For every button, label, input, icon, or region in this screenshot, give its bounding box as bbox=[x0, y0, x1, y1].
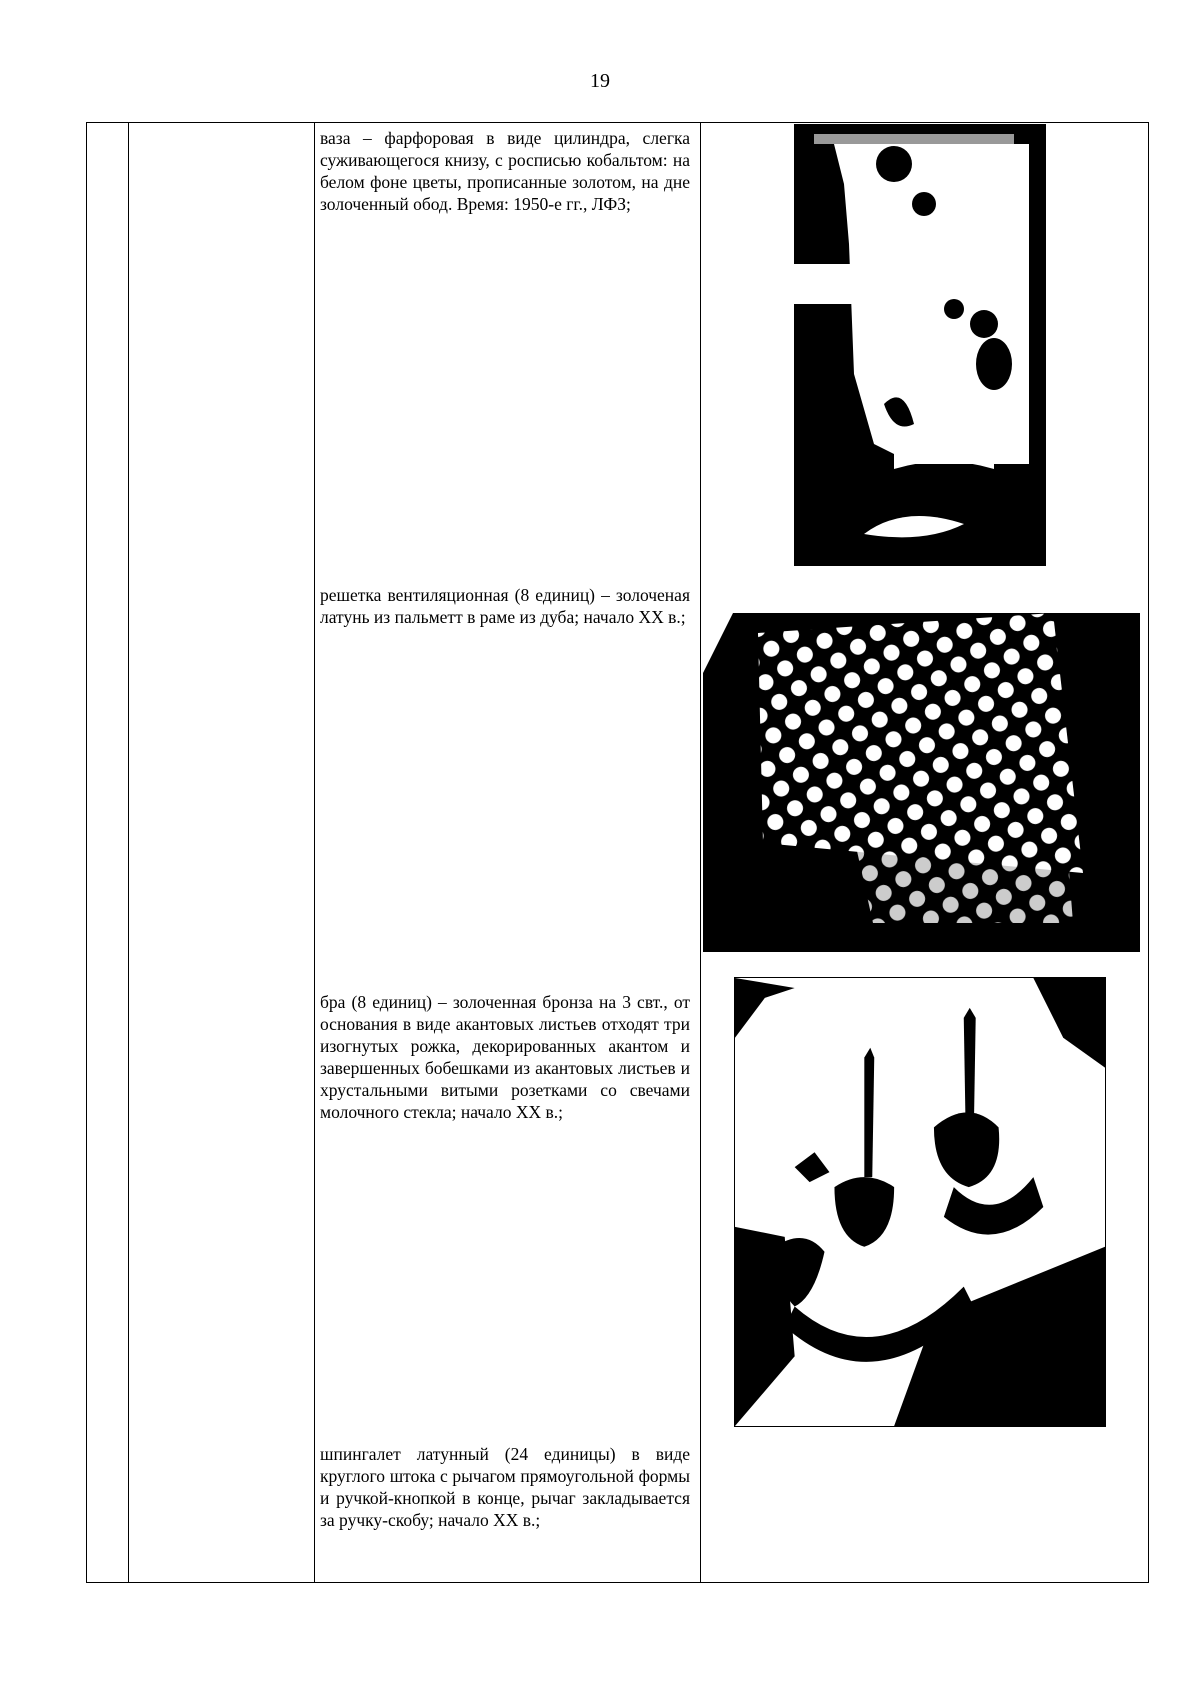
item-description-espagnolette: шпингалет латунный (24 единицы) в виде круглого штока с рычагом прямоугольной формы и ручкой-кнопкой в конце, рычаг закладывается за ручку-скобу; начало XX в.; bbox=[320, 1444, 690, 1530]
sconce-photo bbox=[734, 977, 1106, 1427]
item-description-vase: ваза – фарфоровая в виде цилиндра, слегка суживающегося книзу, с росписью кобальтом: на белом фоне цветы, прописанные золотом, на дне золоченный обод. Время: 1950-е гг., ЛФЗ; bbox=[320, 128, 690, 214]
column-divider bbox=[314, 123, 315, 1582]
column-divider bbox=[128, 123, 129, 1582]
column-divider bbox=[700, 123, 701, 1582]
vase-photo bbox=[794, 124, 1046, 566]
ventilation-grille-photo bbox=[703, 593, 1140, 952]
item-description-sconce: бра (8 единиц) – золоченная бронза на 3 свт., от основания в виде акантовых листьев отходят три изогнутых рожка, декорированных акантом и завершенных бобешками из акантовых листьев и хрустальными витыми розетками со свечами молочного стекла; начало XX в.; bbox=[320, 992, 690, 1122]
item-description-ventilation-grille: решетка вентиляционная (8 единиц) – золоченая латунь из пальметт в раме из дуба; начало XX в.; bbox=[320, 585, 690, 627]
page-number: 19 bbox=[590, 70, 610, 92]
